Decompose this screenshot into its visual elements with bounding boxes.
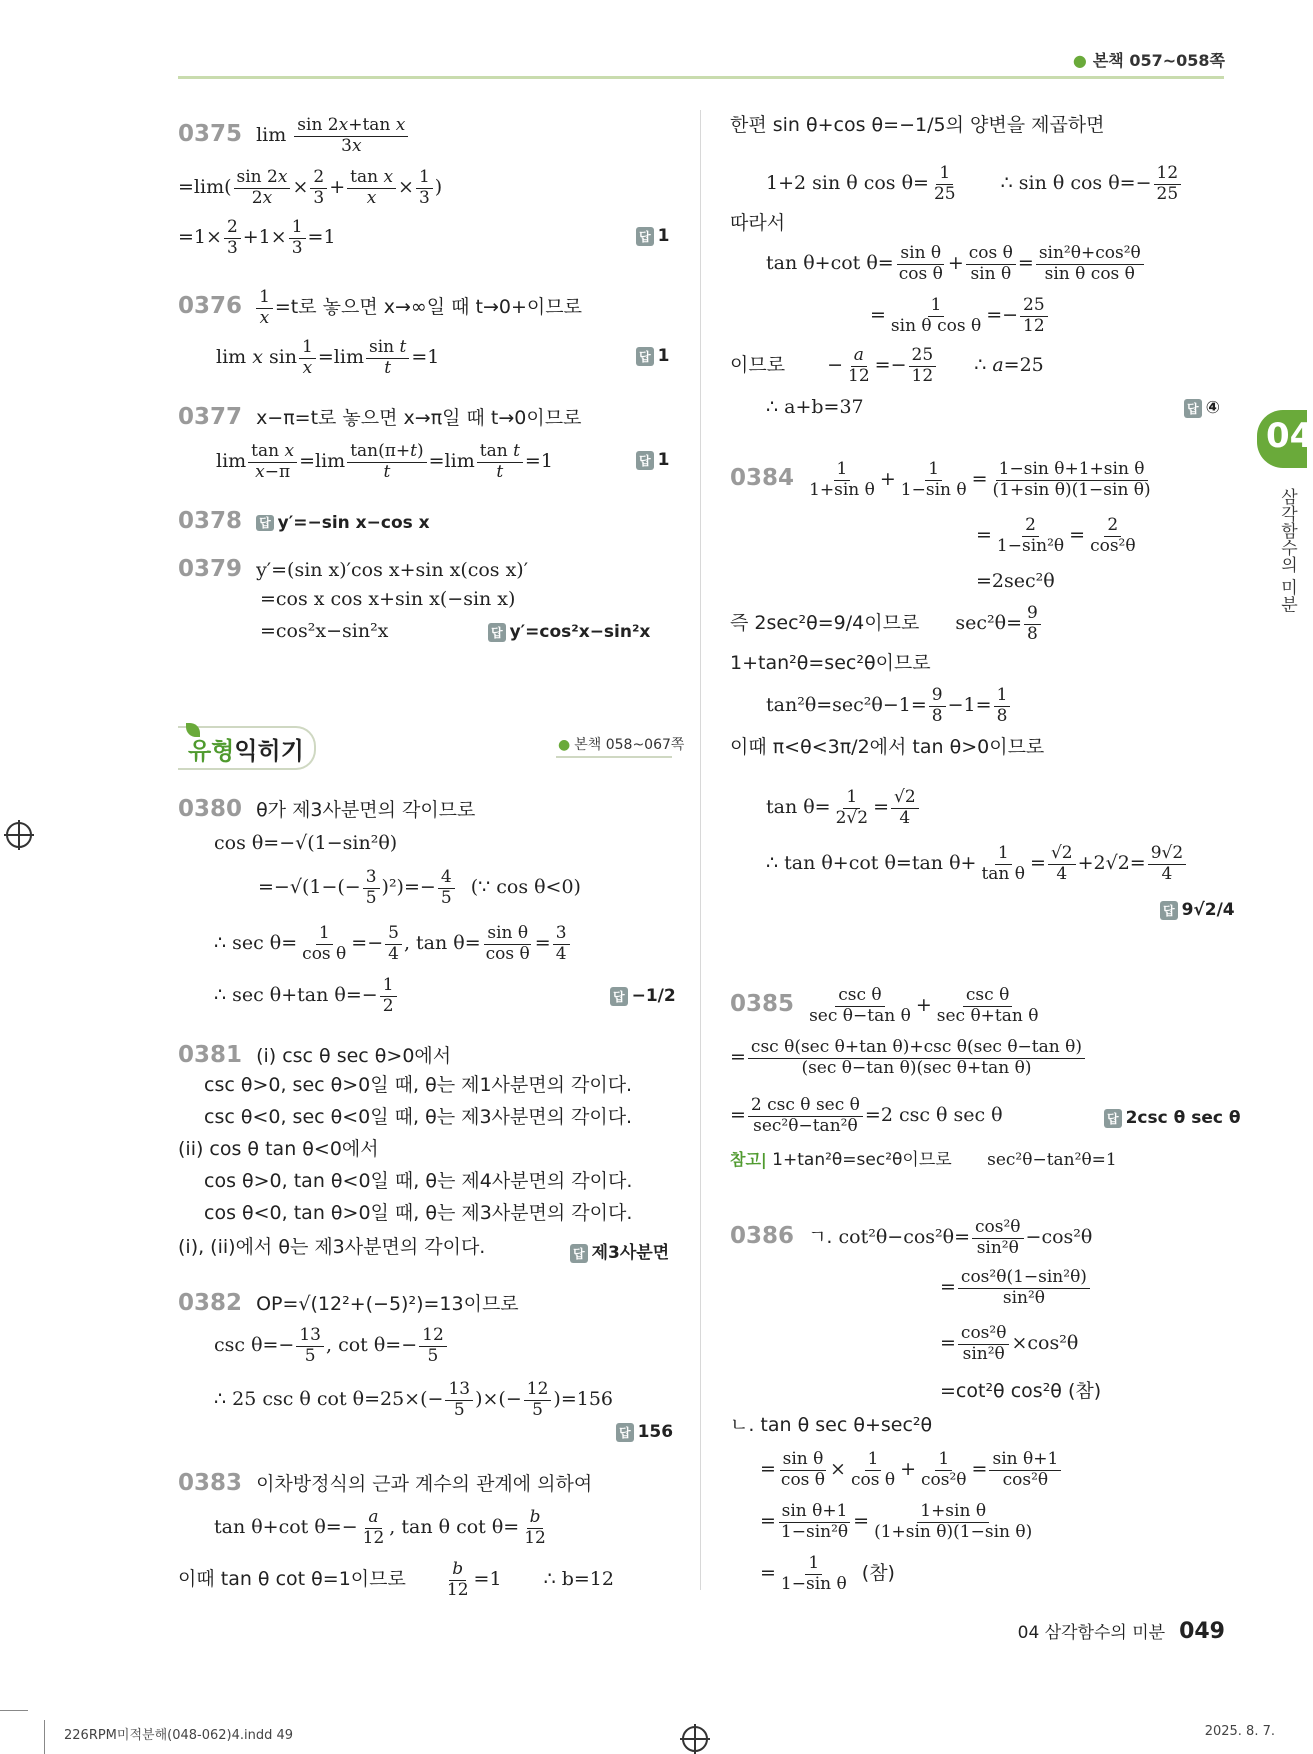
problem-0383-line3: 이때 tan θ cot θ=1이므로 $\frac{b}{12}$ =1 ∴ b=12: [178, 1559, 614, 1600]
problem-0382-line3: ∴ 25 csc θ cot θ=25×(− $\frac{13}{5}$ )×(− $\frac{12}{5}$ )=156: [214, 1379, 614, 1420]
problem-0384-line1: 0384 $\frac{1}{\text{1+sin θ}}$ + $\frac{1}{\text{1−sin θ}}$ = $\frac{\text{1−sin θ+1+sin θ}}{\text{(1+sin θ)(1−sin θ)}}$: [730, 459, 1151, 500]
problem-0384-line6: 1+tan²θ=sec²θ이므로: [730, 652, 931, 674]
problem-0386-line3: = $\frac{\text{cos²θ}}{\text{sin²θ}}$ ×cos²θ: [940, 1323, 1079, 1364]
problem-number: 0375: [178, 121, 243, 148]
problem-0386-line5: ㄴ. tan θ sec θ+sec²θ: [730, 1414, 933, 1436]
problem-0381-line1: 0381 (i) csc θ sec θ>0에서: [178, 1042, 452, 1068]
problem-0383-right-line6: 이므로 − $\frac{a}{12}$ =− $\frac{25}{12}$ ∴ a=25: [730, 345, 1044, 386]
problem-0383-right-line2: 1+2 sin θ cos θ= $\frac{1}{25}$ ∴ sin θ cos θ=− $\frac{12}{25}$: [766, 164, 1183, 204]
answer-0381: 답 제3사분면: [570, 1238, 669, 1263]
problem-0383-right-line4: tan θ+cot θ= $\frac{\text{sin θ}}{\text{cos θ}}$ + $\frac{\text{cos θ}}{\text{sin θ}}$ = $\frac{\text{sin²θ+cos²θ}}{\text{sin θ cos θ}}$: [766, 244, 1146, 284]
answer-0385: 답 2csc θ sec θ: [1104, 1108, 1241, 1128]
footer-chapter: 04 삼각함수의 미분 049: [1017, 1619, 1225, 1644]
chapter-tab-title: 삼각함수의 미분: [1277, 488, 1297, 613]
problem-0375-line2: =lim( $\frac{\sin 2x}{2x}$ × $\frac{2}{3}$ + $\frac{\text{tan x}}{x}$ × $\frac{1}{3}$ ): [178, 167, 443, 208]
problem-0377-line1: 0377 x−π=t로 놓으면 x→π일 때 t→0이므로: [178, 404, 582, 430]
problem-0386-line7: = $\frac{\text{sin θ+1}}{\text{1−sin²θ}}$ = $\frac{\text{1+sin θ}}{\text{(1+sin θ)(1−sin θ)}}$: [760, 1501, 1033, 1542]
problem-0380-line5: ∴ sec θ+tan θ=− $\frac{1}{2}$: [214, 976, 399, 1016]
problem-0381-line7: (i), (ii)에서 θ는 제3사분면의 각이다.: [178, 1236, 486, 1258]
problem-0386-line2: = $\frac{\text{cos²θ(1−sin²θ)}}{\text{sin²θ}}$: [940, 1268, 1092, 1308]
answer-0376: 답 1: [636, 346, 669, 366]
answer-0380: 답 −1/2: [610, 986, 676, 1006]
answer-0382: 답 156: [616, 1422, 673, 1442]
problem-0384-line2: = $\frac{2}{\text{1−sin²θ}}$ = $\frac{2}{\text{cos²θ}}$: [976, 515, 1136, 556]
section-ref: ● 본책 058~067쪽: [558, 737, 685, 753]
problem-0377-line2: lim $\frac{\text{tan x}}{x-\pi}$ =lim $\frac{\tan(\pi+t)}{t}$ =lim $\frac{\text{tan t}}{t}$ =1: [216, 441, 553, 482]
problem-0384-line4: =2sec²θ: [976, 570, 1055, 592]
trim-mark: [0, 1710, 28, 1711]
problem-0385-note: 참고| 1+tan²θ=sec²θ이므로 sec²θ−tan²θ=1: [730, 1150, 1117, 1170]
problem-0379-line3: =cos²x−sin²x: [260, 620, 389, 642]
problem-0386-line1: 0386 ㄱ. cot²θ−cos²θ= $\frac{\text{cos²θ}}{\text{sin²θ}}$ −cos²θ: [730, 1217, 1093, 1258]
problem-0382-line2: csc θ=− $\frac{13}{5}$ , cot θ=− $\frac{12}{5}$: [214, 1326, 449, 1366]
problem-0376-line2: lim x sin $\frac{1}{x}$ =lim $\frac{\text{sin t}}{t}$ =1: [216, 337, 440, 378]
problem-0385-line1: 0385 $\frac{\text{csc θ}}{\text{sec θ−tan θ}}$ + $\frac{\text{csc θ}}{\text{sec θ+tan θ}}$: [730, 985, 1039, 1026]
problem-0386-line6: = $\frac{\text{sin θ}}{\text{cos θ}}$ × $\frac{1}{\text{cos θ}}$ + $\frac{1}{\text{cos²θ}}$ = $\frac{\text{sin θ+1}}{\text{cos²θ}}$: [760, 1450, 1063, 1490]
section-ref-rule: [556, 756, 672, 758]
column-divider: [700, 110, 701, 1590]
problem-0375-line3: =1× $\frac{2}{3}$ +1× $\frac{1}{3}$ =1: [178, 217, 336, 258]
problem-0380-line2: cos θ=−√(1−sin²θ): [214, 832, 398, 854]
problem-0380-line1: 0380 θ가 제3사분면의 각이므로: [178, 796, 476, 822]
problem-0386-line8: = $\frac{1}{\text{1−sin θ}}$ (참): [760, 1553, 895, 1594]
problem-0386-line4: =cot²θ cos²θ (참): [940, 1380, 1102, 1402]
problem-0380-line3: =−√(1−(− $\frac{3}{5}$ )²)=− $\frac{4}{5}$ (∵ cos θ<0): [258, 867, 581, 908]
problem-0383-right-line3: 따라서: [730, 212, 786, 234]
header-book-ref: ● 본책 057~058쪽: [1072, 51, 1225, 70]
problem-0380-line4: ∴ sec θ= $\frac{1}{\text{cos θ}}$ =− $\frac{5}{4}$ , tan θ= $\frac{\text{sin θ}}{\text{cos θ}}$ = $\frac{3}{4}$: [214, 924, 572, 964]
chapter-tab-number: 04: [1266, 416, 1313, 456]
problem-0382-line1: 0382 OP=√(12²+(−5)²)=13이므로: [178, 1290, 519, 1316]
section-title: 유형익히기: [188, 737, 304, 765]
problem-0385-line2: = $\frac{\text{csc θ(sec θ+tan θ)+csc θ(sec θ−tan θ)}}{\text{(sec θ−tan θ)(sec θ+tan θ)}}$: [730, 1038, 1087, 1078]
problem-0384-line8: 이때 π<θ<3π/2에서 tan θ>0이므로: [730, 736, 1045, 758]
problem-0383-right-line7: ∴ a+b=37: [766, 396, 864, 418]
problem-0381-line3: csc θ<0, sec θ<0일 때, θ는 제3사분면의 각이다.: [204, 1106, 633, 1128]
problem-0379-line1: 0379 y′=(sin x)′cos x+sin x(cos x)′: [178, 556, 529, 582]
problem-0381-line6: cos θ<0, tan θ>0일 때, θ는 제3사분면의 각이다.: [204, 1202, 633, 1224]
problem-0376-line1: 0376 $\frac{1}{x}$ =t로 놓으면 x→∞일 때 t→0+이므로: [178, 287, 582, 328]
problem-0383-right-line5: = $\frac{1}{\text{sin θ cos θ}}$ =− $\frac{25}{12}$: [870, 296, 1050, 336]
problem-0381-line4: (ii) cos θ tan θ<0에서: [178, 1138, 379, 1160]
problem-0384-line10: ∴ tan θ+cot θ=tan θ+ $\frac{1}{\text{tan θ}}$ = $\frac{√2}{4}$ +2√2= $\frac{9√2}{4}$: [766, 844, 1188, 884]
page-number: 049: [1179, 1619, 1225, 1644]
problem-0379-line2: =cos x cos x+sin x(−sin x): [260, 588, 516, 610]
registration-mark-left: [6, 822, 32, 848]
problem-0378: 0378 답 y′=−sin x−cos x: [178, 508, 430, 534]
problem-0384-line5: 즉 2sec²θ=9/4이므로 sec²θ= $\frac{9}{8}$: [730, 604, 1043, 644]
registration-mark-bottom: [682, 1726, 708, 1752]
print-file-info: 226RPM미적분해(048-062)4.indd 49: [64, 1728, 294, 1743]
problem-0384-line9: tan θ= $\frac{1}{2√2}$ = $\frac{√2}{4}$: [766, 788, 921, 828]
problem-0375-line1: 0375 lim $\frac{\text{sin 2x+tan x}}{3x}$: [178, 116, 410, 156]
problem-0381-line5: cos θ>0, tan θ<0일 때, θ는 제4사분면의 각이다.: [204, 1170, 633, 1192]
problem-0381-line2: csc θ>0, sec θ>0일 때, θ는 제1사분면의 각이다.: [204, 1074, 633, 1096]
problem-0383-line1: 0383 이차방정식의 근과 계수의 관계에 의하여: [178, 1470, 593, 1496]
answer-0383: 답 ④: [1184, 398, 1220, 418]
answer-0379: 답 y′=cos²x−sin²x: [488, 622, 650, 642]
header-rule: [178, 76, 1224, 79]
answer-0384: 답 9√2/4: [1160, 900, 1235, 920]
problem-0385-line3: = $\frac{\text{2 csc θ sec θ}}{\text{sec²θ−tan²θ}}$ =2 csc θ sec θ: [730, 1095, 1003, 1136]
problem-0383-right-line1: 한편 sin θ+cos θ=−1/5의 양변을 제곱하면: [730, 114, 1105, 136]
problem-0384-line7: tan²θ=sec²θ−1= $\frac{9}{8}$ −1= $\frac{1}{8}$: [766, 686, 1012, 726]
print-date: 2025. 8. 7.: [1204, 1724, 1275, 1739]
trim-mark: [44, 1720, 45, 1754]
answer-0377: 답 1: [636, 450, 669, 470]
problem-0383-line2: tan θ+cot θ=− $\frac{a}{12}$ , tan θ cot θ= $\frac{b}{12}$: [214, 1507, 546, 1548]
answer-0375: 답 1: [636, 226, 669, 246]
